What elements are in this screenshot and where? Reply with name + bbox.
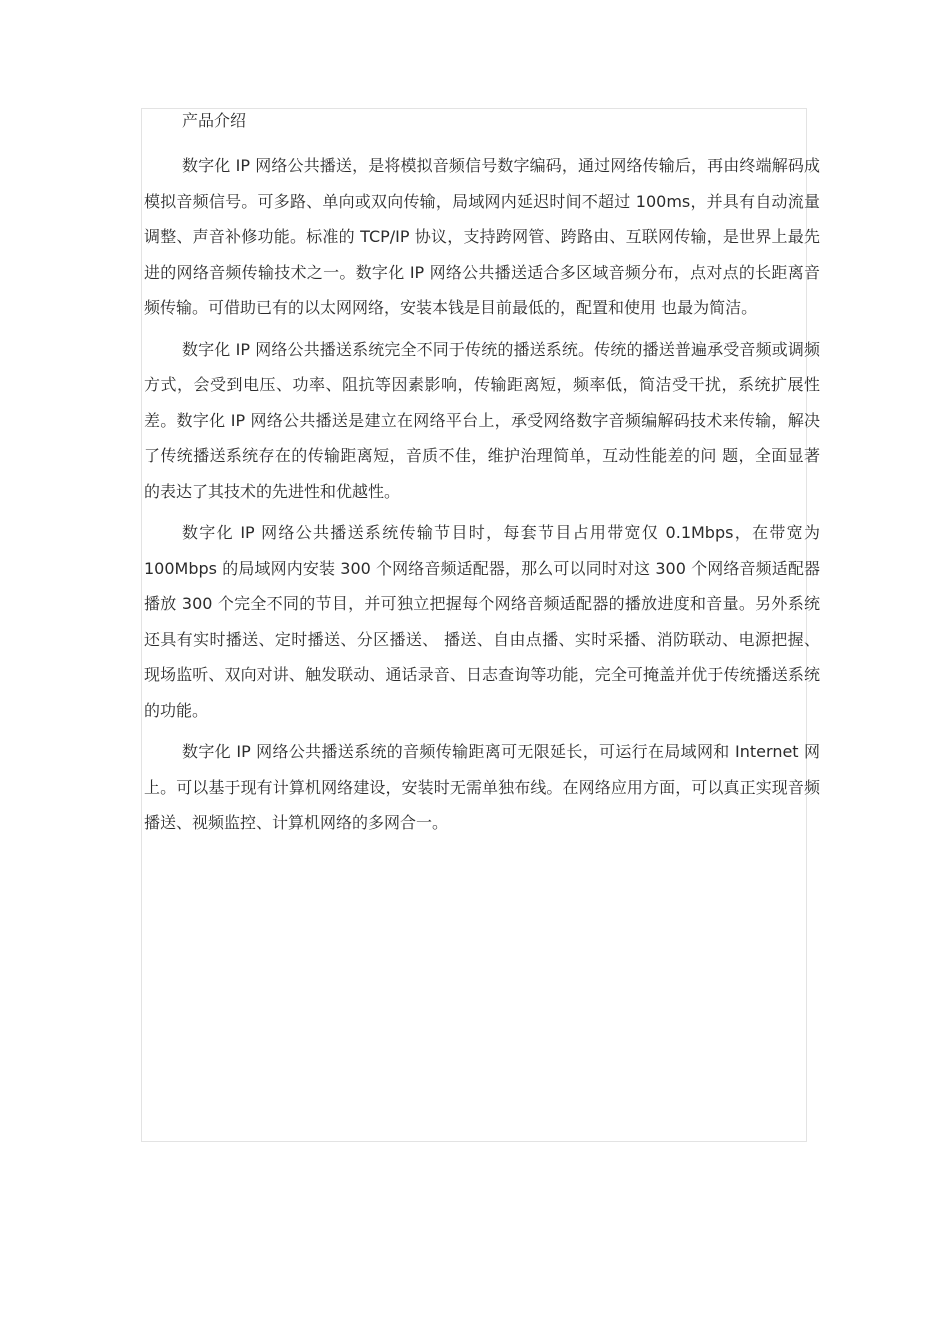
paragraph-distance: 数字化 IP 网络公共播送系统的音频传输距离可无限延长，可运行在局域网和 Internet 网上。可以基于现有计算机网络建设，安装时无需单独布线。在网络应用方面，可以真正实现音频播送、视频监控、计算机网络的多网合一。: [144, 742, 820, 832]
document-body: [144, 106, 820, 841]
document-heading: 产品介绍: [182, 111, 247, 130]
paragraph-intro: 数字化 IP 网络公共播送，是将模拟音频信号数字编码，通过网络传输后，再由终端解码成模拟音频信号。可多路、单向或双向传输，局域网内延迟时间不超过 100ms，并具有自动流量调整、声音补修功能。标准的 TCP/IP 协议，支持跨网管、跨路由、互联网传输，是世界上最先进的网络音频传输技术之一。数字化 IP 网络公共播送适合多区域音频分布，点对点的长距离音频传输。可借助已有的以太网网络，安装本钱是目前最低的，配置和使用 也最为简洁。: [144, 156, 820, 317]
paragraph-bandwidth: 数字化 IP 网络公共播送系统传输节目时，每套节目占用带宽仅 0.1Mbps，在带宽为 100Mbps 的局域网内安装 300 个网络音频适配器，那么可以同时对这 300 个网络音频适配器播放 300 个完全不同的节目，并可独立把握每个网络音频适配器的播放进度和音量。另外系统还具有实时播送、定时播送、分区播送、 播送、自由点播、实时采播、消防联动、电源把握、现场监听、双向对讲、触发联动、通话录音、日志查询等功能，完全可掩盖并优于传统播送系统的功能。: [144, 523, 820, 720]
paragraph-comparison: 数字化 IP 网络公共播送系统完全不同于传统的播送系统。传统的播送普遍承受音频或调频方式，会受到电压、功率、阻抗等因素影响，传输距离短，频率低，简洁受干扰，系统扩展性差。数字化 IP 网络公共播送是建立在网络平台上，承受网络数字音频编解码技术来传输，解决了传统播送系统存在的传输距离短，音质不佳，维护治理简单，互动性能差的问 题，全面显著的表达了其技术的先进性和优越性。: [144, 339, 820, 501]
